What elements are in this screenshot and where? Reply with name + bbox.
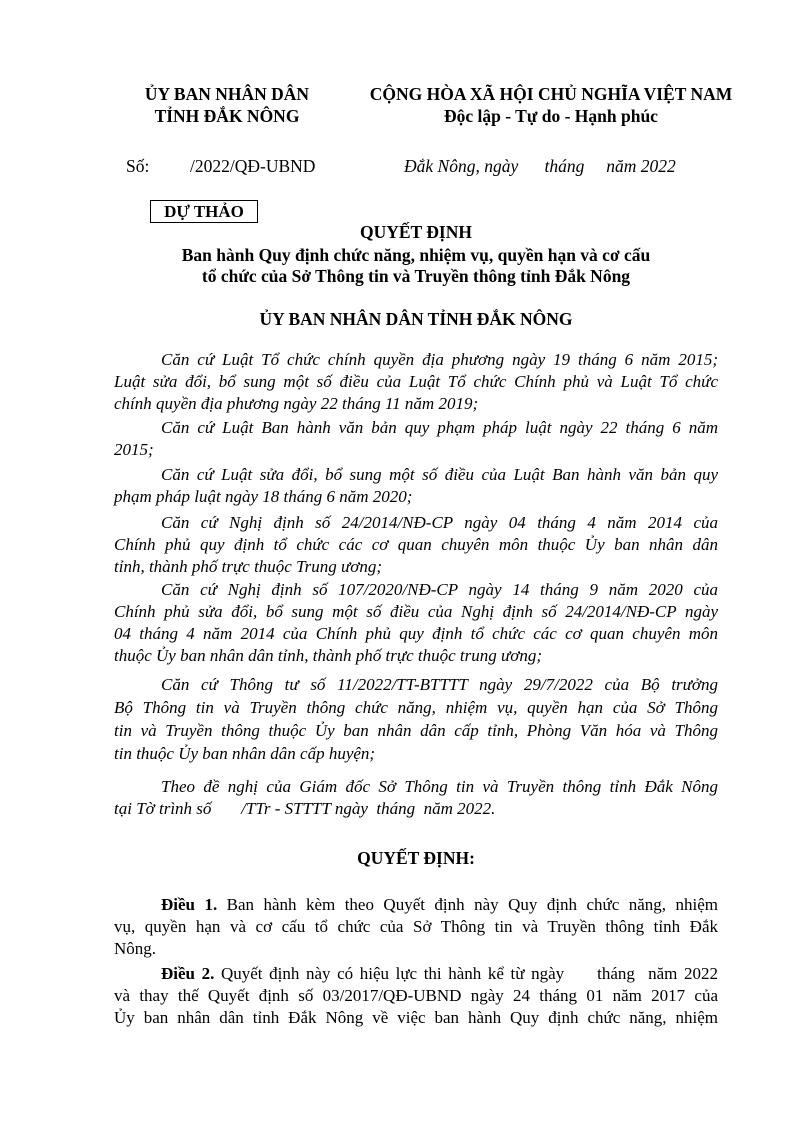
preamble-line: Chính phủ quy định tổ chức các cơ quan chuyên môn thuộc Ủy ban nhân dân — [114, 535, 718, 554]
preamble-line: Căn cứ Luật Tổ chức chính quyền địa phương ngày 19 tháng 6 năm 2015; — [161, 350, 718, 369]
preamble-line: Căn cứ Nghị định số 107/2020/NĐ-CP ngày 14 tháng 9 năm 2020 của — [161, 580, 718, 599]
draft-stamp: DỰ THẢO — [150, 200, 258, 223]
decision-heading: QUYẾT ĐỊNH: — [357, 848, 475, 868]
preamble-paragraph — [114, 579, 718, 667]
article-line: và thay thế Quyết định số 03/2017/QĐ-UBND ngày 24 tháng 01 năm 2017 của — [114, 986, 718, 1005]
article-label: Điều 2. — [161, 964, 215, 983]
article-line — [114, 894, 718, 916]
preamble-line: phạm pháp luật ngày 18 tháng 6 năm 2020; — [114, 487, 413, 506]
document-number-value: /2022/QĐ-UBND — [190, 156, 316, 176]
preamble-line: Bộ Thông tin và Truyền thông chức năng, nhiệm vụ, quyền hạn của Sở Thông — [114, 698, 718, 717]
article-label: Điều 1. — [161, 895, 218, 914]
preamble-paragraph — [114, 417, 718, 461]
preamble-line: tin thuộc Ủy ban nhân dân cấp huyện; — [114, 744, 376, 763]
document-number-label: Số: — [126, 156, 150, 176]
preamble-line: thuộc Ủy ban nhân dân tỉnh, thành phố trực thuộc trung ương; — [114, 646, 543, 665]
national-motto: Độc lập - Tự do - Hạnh phúc — [444, 106, 658, 126]
preamble-line: Căn cứ Luật sửa đổi, bổ sung một số điều của Luật Ban hành văn bản quy — [161, 465, 718, 484]
article-text: Quyết định này có hiệu lực thi hành kể từ ngày tháng năm 2022 — [214, 964, 719, 983]
issuing-authority: ỦY BAN NHÂN DÂN TỈNH ĐẮK NÔNG — [259, 309, 573, 329]
preamble-line: 2015; — [114, 440, 154, 459]
preamble-line: Luật sửa đổi, bổ sung một số điều của Luật Tổ chức Chính phủ và Luật Tổ chức — [114, 372, 718, 391]
decision-subtitle-line2: tổ chức của Sở Thông tin và Truyền thông tỉnh Đắk Nông — [201, 266, 631, 286]
preamble-line: Căn cứ Thông tư số 11/2022/TT-BTTTT ngày 29/7/2022 của Bộ trưởng — [161, 675, 718, 694]
preamble-paragraph — [114, 512, 718, 578]
org-name-line2: TỈNH ĐẮK NÔNG — [154, 106, 300, 126]
preamble-line: Căn cứ Nghị định số 24/2014/NĐ-CP ngày 04 tháng 4 năm 2014 của — [161, 513, 718, 532]
preamble-paragraph — [114, 673, 718, 765]
article-line: vụ, quyền hạn và cơ cấu tổ chức của Sở Thông tin và Truyền thông tỉnh Đắk — [114, 917, 718, 936]
preamble-paragraph — [114, 349, 718, 415]
org-name-line1: ỦY BAN NHÂN DÂN — [144, 84, 310, 104]
preamble-paragraph — [114, 464, 718, 508]
preamble-line: Theo đề nghị của Giám đốc Sở Thông tin và Truyền thông tỉnh Đắk Nông — [161, 777, 718, 796]
preamble-line: 04 tháng 4 năm 2014 của Chính phủ quy định tổ chức các cơ quan chuyên môn — [114, 624, 718, 643]
decision-subtitle-line1: Ban hành Quy định chức năng, nhiệm vụ, quyền hạn và cơ cấu — [181, 245, 651, 265]
article-1 — [114, 894, 718, 960]
preamble-line: tỉnh, thành phố trực thuộc Trung ương; — [114, 557, 382, 576]
place-date: Đắk Nông, ngày tháng năm 2022 — [404, 156, 676, 176]
article-line: Ủy ban nhân dân tỉnh Đắk Nông về việc ban hành Quy định chức năng, nhiệm — [114, 1008, 718, 1027]
article-line — [114, 963, 718, 985]
preamble-line: chính quyền địa phương ngày 22 tháng 11 năm 2019; — [114, 394, 479, 413]
article-line: Nông. — [114, 939, 157, 958]
article-text: Ban hành kèm theo Quyết định này Quy định chức năng, nhiệm — [217, 895, 718, 914]
national-title: CỘNG HÒA XÃ HỘI CHỦ NGHĨA VIỆT NAM — [369, 84, 733, 104]
decision-title: QUYẾT ĐỊNH — [360, 222, 472, 242]
preamble-paragraph — [114, 776, 718, 820]
preamble-line: tại Tờ trình số /TTr - STTTT ngày tháng năm 2022. — [114, 799, 496, 818]
preamble-line: Căn cứ Luật Ban hành văn bản quy phạm pháp luật ngày 22 tháng 6 năm — [161, 418, 718, 437]
preamble-line: tin và Truyền thông thuộc Ủy ban nhân dân cấp tỉnh, Phòng Văn hóa và Thông — [114, 721, 718, 740]
article-2 — [114, 963, 718, 1029]
preamble-line: Chính phủ sửa đổi, bổ sung một số điều của Nghị định số 24/2014/NĐ-CP ngày — [114, 602, 718, 621]
